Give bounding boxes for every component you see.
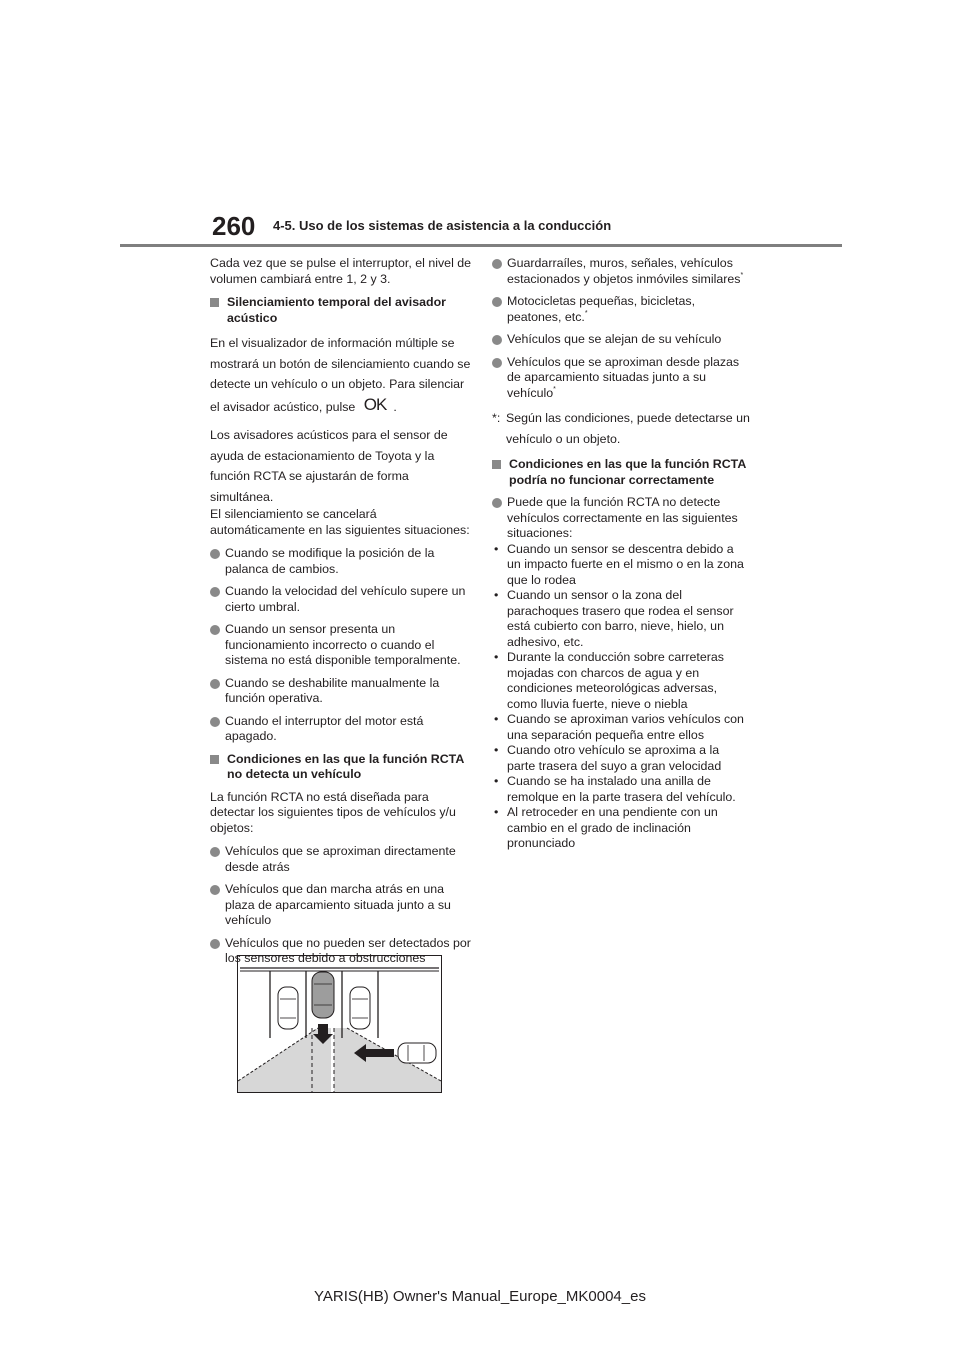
bullet-dot-icon: [210, 549, 220, 559]
not-detect-intro: La función RCTA no está diseñada para detectar los siguientes tipos de vehículos y/u objetos:: [210, 789, 456, 835]
list-item-text: Motocicletas pequeñas, bicicletas, peatones, etc.: [507, 294, 696, 324]
heading-mute: [210, 295, 472, 326]
bullet-dot-icon: [210, 939, 220, 949]
list-item-text: Puede que la función RCTA no detecte vehículos correctamente en las siguientes situaciones:: [507, 495, 738, 540]
list-item: [210, 714, 472, 745]
list-item-text: Vehículos que no pueden ser detectados por los sensores debido a obstrucciones: [225, 935, 471, 965]
page-number: 260: [212, 211, 256, 241]
heading-not-detect-text: Condiciones en las que la función RCTA no detecta un vehículo: [227, 751, 464, 781]
bullet-dot-icon: [210, 717, 220, 727]
parked-car-right: [350, 987, 370, 1029]
list-item: [492, 495, 750, 852]
bullet-dot-icon: [492, 498, 502, 508]
bullet-char: •: [494, 588, 499, 602]
cancel-paragraph: El silenciamiento se cancelará automáticamente en las siguientes situaciones:: [210, 507, 470, 537]
parking-diagram: [238, 956, 441, 1092]
ok-key: OK: [363, 394, 387, 414]
list-item: [210, 584, 472, 615]
header-rule: [120, 244, 842, 247]
sub-item: [492, 774, 750, 805]
list-item-text: Cuando un sensor presenta un funcionamiento incorrecto o cuando el sistema no está disponible temporalmente.: [225, 622, 461, 667]
bullet-dot-icon: [492, 358, 502, 368]
mute-paragraph-end: .: [393, 399, 397, 414]
list-item-text: Vehículos que se alejan de su vehículo: [507, 332, 722, 346]
list-item: [492, 256, 750, 287]
list-item: [492, 294, 750, 325]
footnote-text: Según las condiciones, puede detectarse un vehículo o un objeto.: [506, 411, 750, 446]
bullet-dot-icon: [210, 587, 220, 597]
heading-square-icon: [492, 460, 501, 469]
list-item-text: Cuando la velocidad del vehículo supere un cierto umbral.: [225, 584, 466, 614]
list-item: [492, 332, 750, 348]
list-item: [210, 844, 472, 875]
section-title: 4-5. Uso de los sistemas de asistencia a la conducción: [273, 218, 612, 233]
list-item: [210, 622, 472, 669]
asterisk-mark: *: [584, 309, 588, 317]
bullet-char: •: [494, 743, 499, 757]
bullet-dot-icon: [492, 335, 502, 345]
list-item: [210, 676, 472, 707]
bullet-dot-icon: [210, 847, 220, 857]
list-item: [210, 546, 472, 577]
sub-item: [492, 805, 750, 852]
sub-item: [492, 743, 750, 774]
heading-not-detect: [210, 752, 472, 783]
approaching-vehicle: [398, 1043, 436, 1063]
parked-car-left: [278, 987, 298, 1029]
sub-item: [492, 588, 750, 650]
sub-item-text: Cuando se aproximan varios vehículos con una separación pequeña entre ellos: [507, 712, 744, 742]
own-vehicle: [312, 972, 334, 1018]
list-item-text: Guardarraíles, muros, señales, vehículos estacionados y objetos inmóviles similares: [507, 256, 741, 286]
list-item: [492, 355, 750, 402]
heading-square-icon: [210, 755, 219, 764]
list-item-text: Vehículos que se aproximan directamente desde atrás: [225, 844, 456, 874]
asterisk-mark: *: [553, 385, 556, 393]
parking-illustration: [237, 955, 442, 1093]
mute-paragraph-text: En el visualizador de información múltiple se mostrará un botón de silenciamiento cuando se detecte un vehículo o un objeto. Para silenciar el avisador acústico, pulse: [210, 336, 471, 414]
list-item-text: Vehículos que dan marcha atrás en una plaza de aparcamiento situada junto a su vehículo: [225, 882, 451, 927]
sub-item-text: Cuando se ha instalado una anilla de remolque en la parte trasera del vehículo.: [507, 774, 736, 804]
footnote-label: *:: [492, 411, 501, 425]
bullet-dot-icon: [210, 679, 220, 689]
asterisk-mark: *: [740, 271, 744, 279]
sub-item: [492, 712, 750, 743]
list-item-text: Cuando se deshabilite manualmente la función operativa.: [225, 675, 440, 705]
list-item-text: Cuando se modifique la posición de la palanca de cambios.: [225, 546, 435, 576]
list-item-text: Cuando el interruptor del motor está apagado.: [225, 713, 424, 743]
bullet-dot-icon: [210, 625, 220, 635]
heading-malfunction-text: Condiciones en las que la función RCTA podría no funcionar correctamente: [509, 457, 746, 487]
bullet-char: •: [494, 712, 499, 726]
sub-item-text: Cuando otro vehículo se aproxima a la parte trasera del suyo a gran velocidad: [507, 743, 722, 773]
sub-item-text: Durante la conducción sobre carreteras mojadas con charcos de agua y en condiciones meteorológicas adversas, como lluvia fuerte, nieve o niebla: [507, 650, 724, 711]
simultaneous-paragraph: Los avisadores acústicos para el sensor de ayuda de estacionamiento de Toyota y la función RCTA se ajustarán de forma simultánea.: [210, 428, 448, 504]
bullet-char: •: [494, 541, 499, 556]
heading-malfunction: [492, 457, 750, 488]
right-column: [492, 256, 750, 852]
heading-square-icon: [210, 298, 219, 307]
sub-item: [492, 650, 750, 712]
left-column: [210, 256, 472, 974]
mute-paragraph: [210, 333, 472, 417]
sub-item-text: Cuando un sensor o la zona del parachoques trasero que rodea el sensor está cubierto con barro, nieve, hielo, un adhesivo, etc.: [507, 588, 734, 649]
intro-paragraph: Cada vez que se pulse el interruptor, el nivel de volumen cambiará entre 1, 2 y 3.: [210, 256, 472, 286]
footnote: [492, 408, 750, 449]
sub-item-text: Al retroceder en una pendiente con un cambio en el grado de inclinación pronunciado: [507, 805, 718, 850]
list-item-text: Vehículos que se aproximan desde plazas de aparcamiento situadas junto a su vehículo: [507, 354, 740, 400]
bullet-dot-icon: [492, 259, 502, 269]
heading-mute-text: Silenciamiento temporal del avisador acústico: [227, 295, 446, 325]
bullet-dot-icon: [492, 297, 502, 307]
sub-item: [492, 542, 750, 589]
footer-manual-name: YARIS(HB) Owner's Manual_Europe_MK0004_es: [314, 1288, 646, 1305]
list-item: [210, 882, 472, 929]
bullet-char: •: [494, 805, 499, 819]
bullet-dot-icon: [210, 885, 220, 895]
bullet-char: •: [494, 774, 499, 788]
bullet-char: •: [494, 650, 499, 664]
sub-item-text: Cuando un sensor se descentra debido a un impacto fuerte en el mismo o en la zona que lo rodea: [507, 541, 744, 587]
